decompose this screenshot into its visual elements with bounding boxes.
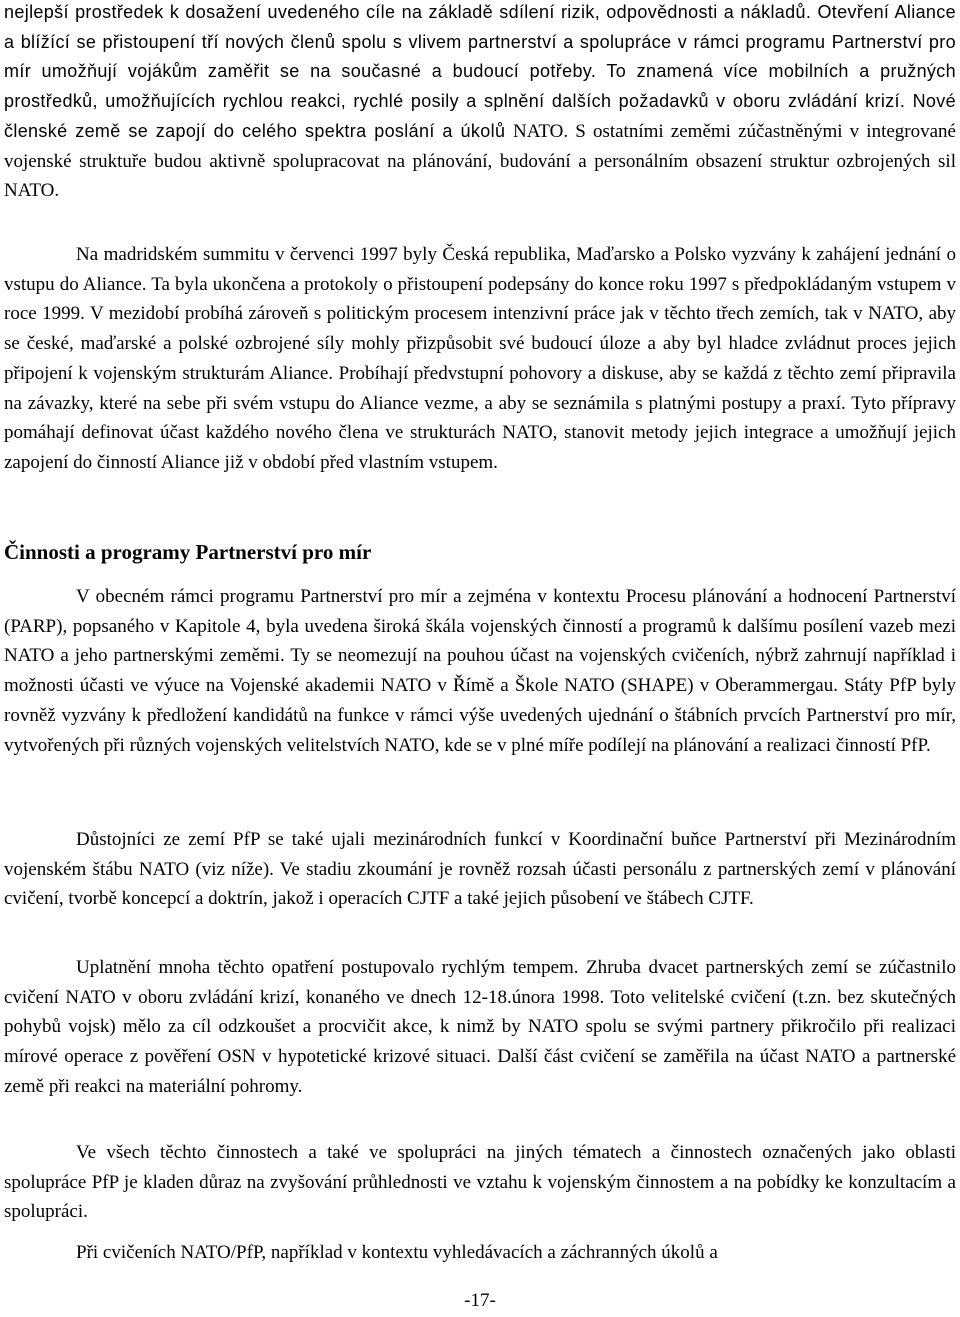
paragraph-transparency: Ve všech těchto činnostech a také ve spolupráci na jiných tématech a činnostech označených jako oblasti spolupráce PfP je kladen důraz na zvyšování průhlednosti ve vztahu k vojenským činnostem a na pobídky ke konzultacím a spolupráci. bbox=[4, 1142, 956, 1223]
paragraph-alliance-opening-part-1: nejlepší prostředek k dosažení uvedeného cíle na základě sdílení rizik, odpovědnosti a nákladů. Otevření Aliance a blížící se přistoupení tří nových členů spolu s vlivem partnerství a spolupráce v rámci programu Partnerství pro mír umožňují vojákům zaměřit se na současné a budoucí potřeby. To znamená více mobilních a pružných prostředků, umožňujících rychlou reakci, rychlé posily a splnění dalších požadavků v oboru zvládání krizí. Nové členské země se zapojí do celého spektra poslání a úkolů bbox=[4, 2, 956, 141]
section-heading: Činnosti a programy Partnerství pro mír bbox=[4, 540, 372, 564]
paragraph-madrid-summit: Na madridském summitu v červenci 1997 byly Česká republika, Maďarsko a Polsko vyzvány k zahájení jednání o vstupu do Aliance. Ta byla ukončena a protokoly o přistoupení podepsány do konce roku 1997 s předpokládaným vstupem v roce 1999. V mezidobí probíhá zároveň s politickým procesem intenzivní práce jak v těchto třech zemích, tak v NATO, aby se české, maďarské a polské ozbrojené síly mohly přizpůsobit své budoucí úloze a aby byl hladce zvládnut proces jejich připojení k vojenským strukturám Aliance. Probíhají předvstupní pohovory a diskuse, aby se každá z těchto zemí připravila na závazky, které na sebe při svém vstupu do Aliance vezme, a aby se seznámila s platnými postupy a praxí. Tyto přípravy pomáhají definovat účast každého nového člena ve strukturách NATO, stanovit metody jejich integrace a umožňují jejich zapojení do činností Aliance již v období před vlastním vstupem. bbox=[4, 244, 956, 473]
page-number: -17- bbox=[464, 1290, 496, 1311]
paragraph-officers: Důstojníci ze zemí PfP se také ujali mezinárodních funkcí v Koordinační buňce Partnerství při Mezinárodním vojenském štábu NATO (viz níže). Ve stadiu zkoumání je rovněž rozsah účasti personálu z partnerských zemí v plánování cvičení, tvorbě koncepcí a doktrín, jakož i operacích CJTF a také jejich působení ve štábech CJTF. bbox=[4, 829, 956, 910]
paragraph-pfp-framework: V obecném rámci programu Partnerství pro mír a zejména v kontextu Procesu plánování a hodnocení Partnerství (PARP), popsaného v Kapitole 4, byla uvedena široká škála vojenských činností a programů k dalšímu posílení vazeb mezi NATO a jeho partnerskými zeměmi. Ty se neomezují na pouhou účast na vojenských cvičeních, nýbrž zahrnují například i možnosti účasti ve výuce na Vojenské akademii NATO v Římě a Škole NATO (SHAPE) v Oberammergau. Státy PfP byly rovněž vyzvány k předložení kandidátů na funkce v rámci výše uvedených ujednání o štábních prvcích Partnerství pro mír, vytvořených při různých vojenských velitelstvích NATO, kde se v plné míře podílejí na plánování a realizaci činností PfP. bbox=[4, 586, 956, 756]
paragraph-exercise: Uplatnění mnoha těchto opatření postupovalo rychlým tempem. Zhruba dvacet partnerských zemí se zúčastnilo cvičení NATO v oboru zvládání krizí, konaného ve dnech 12-18.února 1998. Toto velitelské cvičení (t.zn. bez skutečných pohybů vojsk) mělo za cíl odzkoušet a procvičit akce, k nimž by NATO spolu se svými partnery přikročilo při realizaci mírové operace z pověření OSN v hypotetické krizové situaci. Další část cvičení se zaměřila na účast NATO a partnerské země při reakci na materiální pohromy. bbox=[4, 957, 956, 1097]
paragraph-alliance-opening-part-2: NATO. S ostatními zeměmi zúčastněnými v integrované vojenské struktuře budou aktivně spolupracovat na plánování, budování a personálním obsazení struktur ozbrojených sil NATO. bbox=[4, 120, 956, 202]
paragraph-nato-pfp-exercises: Při cvičeních NATO/PfP, například v kontextu vyhledávacích a záchranných úkolů a bbox=[76, 1242, 718, 1263]
paragraph-alliance-opening bbox=[4, 0, 956, 206]
